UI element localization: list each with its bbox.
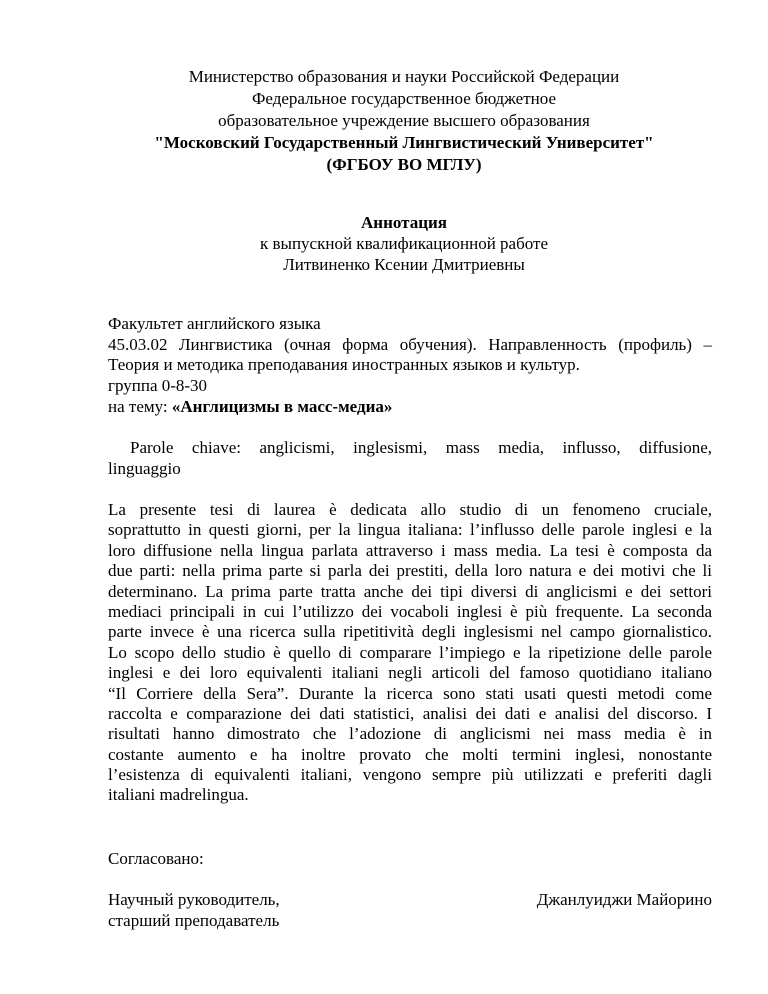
keywords-block xyxy=(108,438,712,458)
abstract-line: La presente tesi di laurea è dedicata allo studio di un fenomeno cruciale, xyxy=(108,500,712,519)
institution-line-1: Федеральное государственное бюджетное xyxy=(251,89,557,108)
abstract-line: risultati hanno dimostrato che l’adozione di anglicismi nei mass media è in xyxy=(108,724,712,744)
keywords-line-1: Parole chiave: anglicismi, inglesismi, mass media, influsso, diffusione, xyxy=(130,438,712,457)
abstract-paragraph xyxy=(108,500,712,806)
agreed-label: Согласовано: xyxy=(108,849,204,868)
abstract-line: loro diffusione nella lingua parlata attraverso i mass media. La tesi è composta da xyxy=(108,540,712,560)
university-name: "Московский Государственный Лингвистический Университет" xyxy=(154,133,654,152)
abstract-line: “Il Corriere della Sera”. Durante la ricerca sono stati usati questi metodi come xyxy=(108,683,712,703)
author-name: Литвиненко Ксении Дмитриевны xyxy=(283,255,525,274)
institution-line-2: образовательное учреждение высшего образования xyxy=(218,111,590,130)
abstract-line: inglesi e dei loro equivalenti italiani negli articoli del famoso quotidiano italiano xyxy=(108,663,712,683)
ministry-line: Министерство образования и науки Российской Федерации xyxy=(188,67,620,86)
abstract-line: mediaci principali in cui l’utilizzo dei vocaboli inglesi è più frequente. La seconda xyxy=(108,601,712,621)
abstract-line: parte invece è una ricerca sulla ripetitività degli inglesismi nel campo giornalistico. xyxy=(108,622,712,642)
topic-line xyxy=(108,397,392,417)
abstract-line: raccolta e comparazione dei dati statistici, analisi dei dati e analisi del discorso. I xyxy=(108,703,712,723)
abstract-line: soprattutto in questi giorni, per la lingua italiana: l’influsso delle parole inglesi e la xyxy=(108,520,712,540)
abstract-line: due parti: nella prima parte si parla dei prestiti, della loro natura e dei motivi che li xyxy=(108,561,712,581)
abstract-line: Lo scopo dello studio è quello di comparare l’impiego e la ripetizione delle parole xyxy=(108,642,712,662)
university-abbreviation: (ФГБОУ ВО МГЛУ) xyxy=(326,155,482,174)
supervisor-role-2: старший преподаватель xyxy=(108,911,280,930)
supervisor-role-1: Научный руководитель, xyxy=(108,890,280,909)
program-line-1: 45.03.02 Лингвистика (очная форма обучения). Направленность (профиль) – xyxy=(108,335,712,354)
document-subtitle: к выпускной квалификационной работе xyxy=(260,234,548,253)
topic-prefix: на тему: xyxy=(108,397,172,416)
document-title: Аннотация xyxy=(361,213,447,232)
supervisor-name: Джанлуиджи Майорино xyxy=(536,890,712,909)
keywords-line-2: linguaggio xyxy=(108,459,181,478)
group: группа 0-8-30 xyxy=(108,376,208,395)
program-block xyxy=(108,335,712,355)
abstract-line: costante aumento e ha inoltre provato che molti termini inglesi, nonostante xyxy=(108,744,712,764)
abstract-line: determinano. La prima parte tratta anche dei tipi diversi di anglicismi e dei settori xyxy=(108,581,712,601)
program-line-2: Теория и методика преподавания иностранных языков и культур. xyxy=(108,355,580,374)
topic-title: «Англицизмы в масс-медиа» xyxy=(171,397,393,416)
abstract-line: italiani madrelingua. xyxy=(108,785,249,805)
abstract-line: l’esistenza di equivalenti italiani, vengono sempre più utilizzati e preferiti dagli xyxy=(108,765,712,785)
faculty: Факультет английского языка xyxy=(108,314,321,333)
